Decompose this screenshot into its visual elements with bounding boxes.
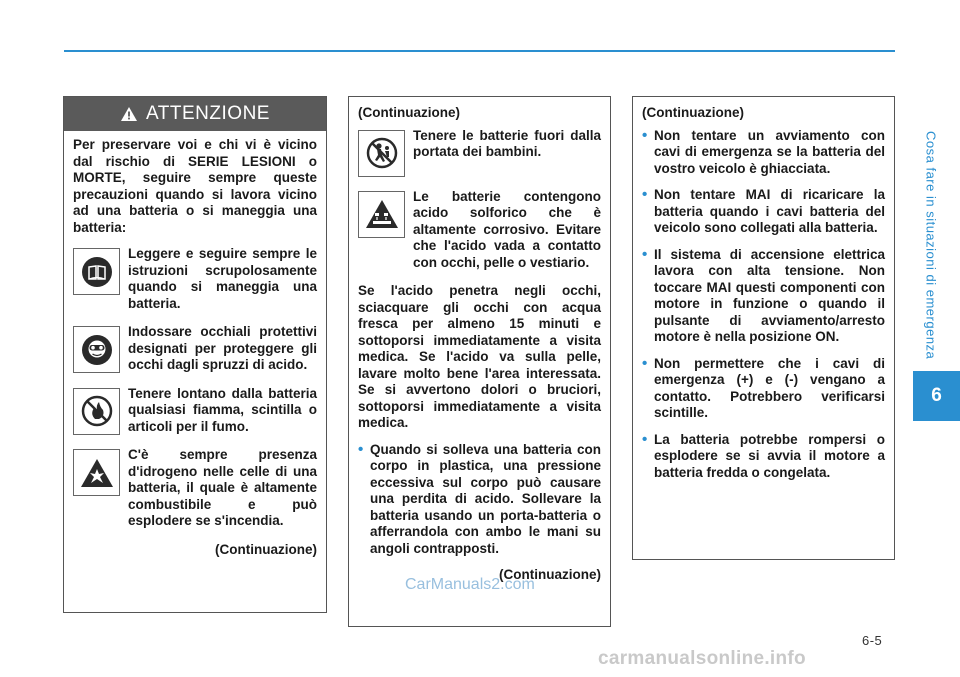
continued-heading: (Continuazione) — [642, 105, 744, 120]
bullet-item: • Il sistema di accensione elettrica lavora con alta tensione. Non toccare MAI questi componenti con motore in funzione o quando il pulsante di avviamento/arresto motore è nella posizione ON. — [642, 245, 885, 344]
warning-box-continued — [348, 96, 611, 627]
warning-item — [73, 324, 317, 374]
no-children-icon — [358, 130, 405, 177]
bullet-item: • Non tentare MAI di ricaricare la batteria quando i cavi batteria del veicolo sono collegati alla batteria. — [642, 186, 885, 235]
continued-label: (Continuazione) — [499, 567, 601, 582]
corrosive-icon — [358, 191, 405, 238]
warning-box — [63, 96, 327, 613]
bullet-dot-icon: • — [642, 245, 648, 263]
manual-icon — [73, 248, 120, 295]
bullet-item: • Quando si solleva una batteria con corpo in plastica, una pressione eccessiva sul corpo può causare una perdita di acido. Sollevare la batteria usando un porta-batteria o afferrandola con ambo le mani su angoli contrapposti. — [358, 440, 601, 556]
bullet-dot-icon: • — [642, 186, 648, 203]
warning-item-text: C'è sempre presenza d'idrogeno nelle celle di una batteria, il quale è altamente combustibile e può esplodere se s'incendia. — [128, 447, 317, 528]
bullet-item: • La batteria potrebbe rompersi o esplodere se si avvia il motore a batteria fredda o congelata. — [642, 430, 885, 480]
warning-item-text: Le batterie contengono acido solforico che è altamente corrosivo. Evitare che l'acido vada a contatto con occhi, pelle o vestiario. — [413, 188, 601, 270]
side-chapter-title: Cosa fare in situazioni di emergenza — [923, 130, 939, 360]
page-number: 6-5 — [862, 633, 883, 648]
bullet-item: • Non tentare un avviamento con cavi di emergenza se la batteria del vostro veicolo è ghiacciata. — [642, 126, 885, 176]
warning-intro: Per preservare voi e chi vi è vicino dal rischio di SERIE LESIONI o MORTE, seguire sempre queste precauzioni quando si lavora vicino ad una batteria o si maneggia una batteria: — [73, 137, 317, 235]
warning-item — [358, 189, 601, 272]
warning-item-text: Tenere lontano dalla batteria qualsiasi fiamma, scintilla o articoli per il fumo. — [128, 385, 317, 434]
no-flame-icon — [73, 388, 120, 435]
continued-heading: (Continuazione) — [358, 105, 460, 120]
warning-item — [73, 246, 317, 312]
top-rule — [64, 50, 895, 52]
continued-label: (Continuazione) — [215, 541, 317, 557]
bullet-dot-icon: • — [642, 354, 648, 372]
warning-title: ATTENZIONE — [146, 103, 270, 124]
bullet-dot-icon: • — [642, 126, 648, 144]
warning-item — [358, 128, 601, 177]
warning-item — [73, 386, 317, 436]
bullet-item: • Non permettere che i cavi di emergenza (+) e (-) vengano a contatto. Potrebbero verificarsi scintille. — [642, 354, 885, 420]
explosion-icon — [73, 449, 120, 496]
footer-watermark[interactable]: carmanualsonline.info — [598, 648, 806, 669]
warning-item-text: Indossare occhiali protettivi designati per proteggere gli occhi dagli spruzzi di acido. — [128, 324, 317, 372]
chapter-tab[interactable]: 6 — [913, 371, 960, 421]
acid-instructions: Se l'acido penetra negli occhi, sciacquare gli occhi con acqua fresca per almeno 15 minuti e sottoporsi immediatamente a visita medica. Se l'acido va sulla pelle, lavare molto bene l'area interessata. Se si avvertono dolori o bruciori, sottoporsi immediatamente a visita medica. — [358, 283, 601, 430]
warning-item-text: Leggere e seguire sempre le istruzioni scrupolosamente quando si maneggia una batteria. — [128, 246, 317, 311]
warning-triangle-icon — [120, 106, 138, 122]
warning-header — [64, 97, 326, 131]
warning-item-text: Tenere le batterie fuori dalla portata dei bambini. — [413, 127, 601, 159]
bullet-dot-icon: • — [358, 440, 364, 458]
warning-item — [73, 447, 317, 530]
goggles-icon — [73, 326, 120, 373]
inline-watermark: CarManuals2.com — [405, 576, 535, 593]
warning-box-continued — [632, 96, 895, 560]
bullet-dot-icon: • — [642, 430, 648, 448]
